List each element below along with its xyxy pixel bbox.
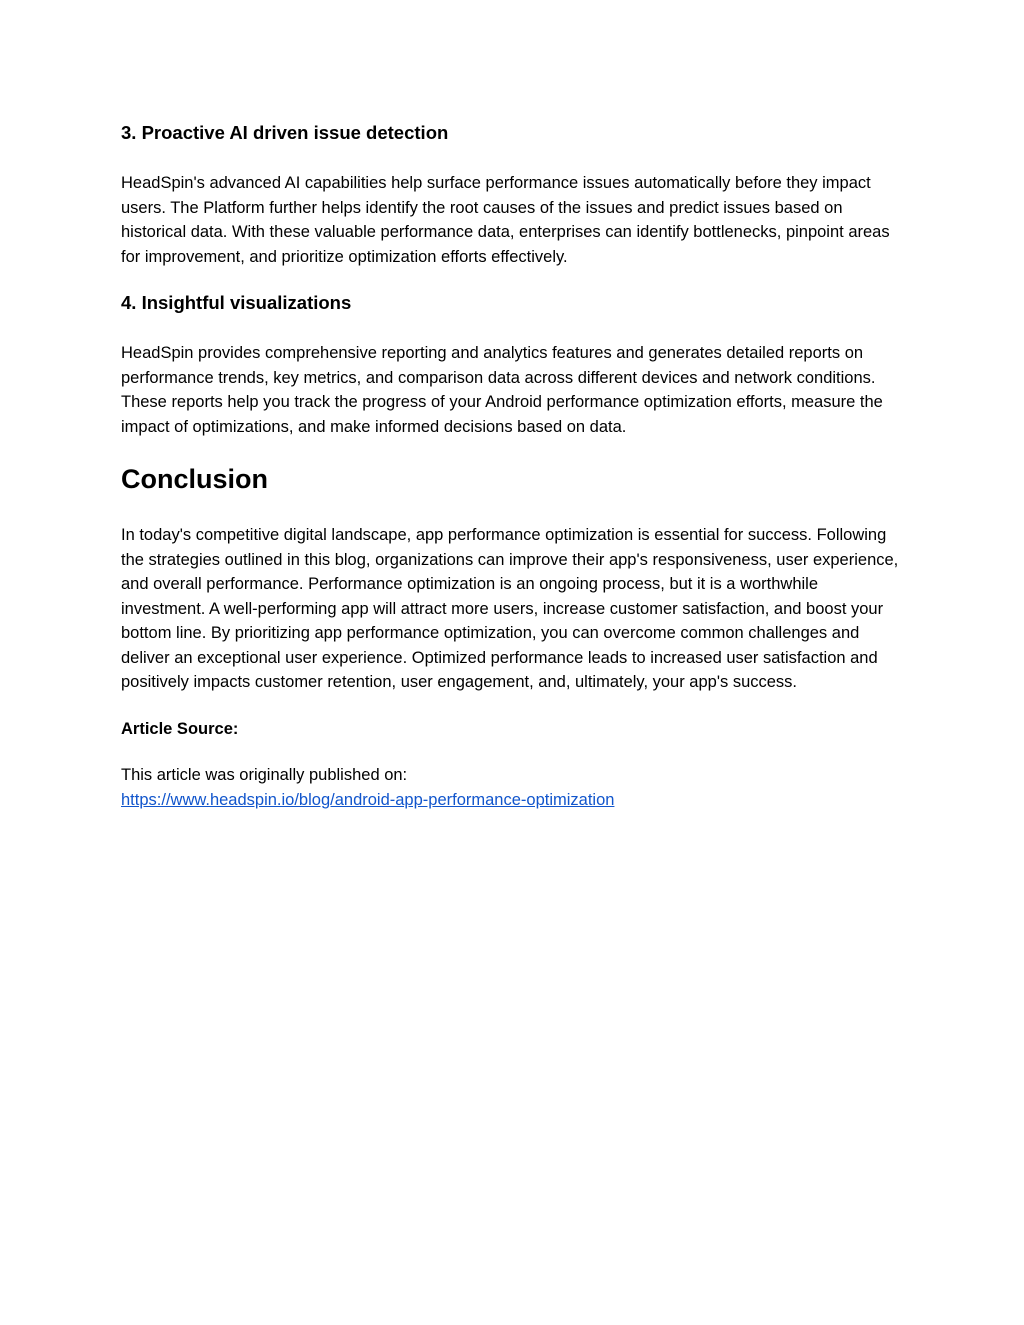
article-source-intro: This article was originally published on: [121,766,408,784]
section-heading-proactive-ai: 3. Proactive AI driven issue detection [121,122,449,143]
section-paragraph-insightful-visualizations: HeadSpin provides comprehensive reporting and analytics features and generates detailed reports on performance trends, key metrics, and comparison data across different devices and network conditions. These reports help you track the progress of your Android performance optimization efforts, measure the impact of optimizations, and make informed decisions based on data. [121,344,883,436]
section-heading-insightful-visualizations: 4. Insightful visualizations [121,292,352,313]
conclusion-paragraph: In today's competitive digital landscape, app performance optimization is essential for success. Following the strategies outlined in this blog, organizations can improve their app's responsiveness, user experience, and overall performance. Performance optimization is an ongoing process, but it is a worthwhile investment. A well-performing app will attract more users, increase customer satisfaction, and boost your bottom line. By prioritizing app performance optimization, you can overcome common challenges and deliver an exceptional user experience. Optimized performance leads to increased user satisfaction and positively impacts customer retention, user engagement, and, ultimately, your app's success. [121,526,899,691]
section-paragraph-proactive-ai: HeadSpin's advanced AI capabilities help surface performance issues automatically before they impact users. The Platform further helps identify the root causes of the issues and predict issues based on historical data. With these valuable performance data, enterprises can identify bottlenecks, pinpoint areas for improvement, and prioritize optimization efforts effectively. [121,174,890,266]
article-source-link[interactable]: https://www.headspin.io/blog/android-app-performance-optimization [121,790,615,809]
article-source-label: Article Source: [121,719,239,738]
article-source-paragraph [121,763,906,812]
conclusion-heading: Conclusion [121,464,268,494]
